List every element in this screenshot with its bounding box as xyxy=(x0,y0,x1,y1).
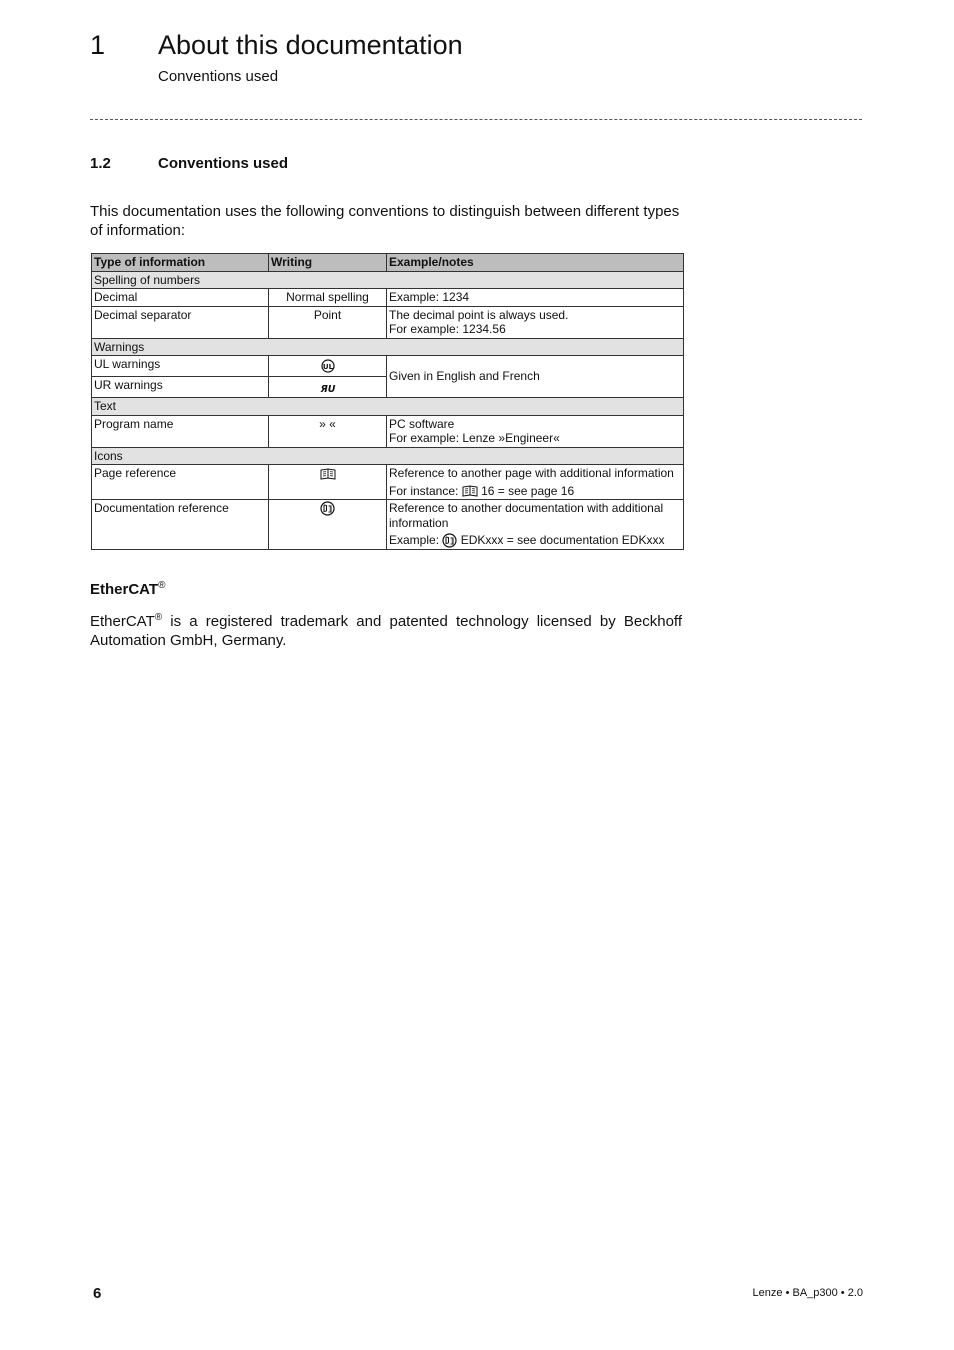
group-label: Text xyxy=(92,398,684,416)
row-writing xyxy=(269,356,387,377)
note-line: Example: EDKxxx = see documentation EDKxxx xyxy=(389,533,665,547)
row-type: Decimal xyxy=(92,289,269,307)
table-header-row xyxy=(92,254,684,272)
row-note xyxy=(387,306,684,338)
group-label: Spelling of numbers xyxy=(92,271,684,289)
group-row-text xyxy=(92,398,684,416)
header-divider xyxy=(90,119,862,120)
row-type: UL warnings xyxy=(92,356,269,377)
table-row xyxy=(92,500,684,550)
registered-mark: ® xyxy=(154,612,163,623)
note-line: The decimal point is always used. xyxy=(389,307,569,322)
group-row-icons xyxy=(92,447,684,465)
ur-recognized-icon xyxy=(320,382,336,394)
ul-listed-icon xyxy=(321,359,335,373)
conventions-table xyxy=(91,253,684,550)
row-writing: » « xyxy=(269,415,387,447)
row-writing xyxy=(269,500,387,550)
group-label: Icons xyxy=(92,447,684,465)
table-row xyxy=(92,465,684,500)
footer-doc-info: Lenze • BA_p300 • 2.0 xyxy=(752,1287,863,1299)
note-line: PC software xyxy=(389,416,455,431)
registered-mark: ® xyxy=(158,580,166,591)
note-line: Reference to another documentation with additional information xyxy=(389,501,664,530)
row-note xyxy=(387,415,684,447)
documentation-icon xyxy=(320,501,335,516)
documentation-icon xyxy=(442,533,457,548)
row-type: Decimal separator xyxy=(92,306,269,338)
chapter-number: 1 xyxy=(90,30,106,60)
page-number: 6 xyxy=(93,1285,102,1302)
group-row-warnings xyxy=(92,338,684,356)
table-row xyxy=(92,356,684,377)
row-note xyxy=(387,500,684,550)
note-line: For example: Lenze »Engineer« xyxy=(389,431,560,445)
chapter-subtitle: Conventions used xyxy=(158,68,279,85)
group-row-numbers xyxy=(92,271,684,289)
row-writing xyxy=(269,465,387,500)
note-line: Reference to another page with additional information xyxy=(389,466,674,480)
row-type: Documentation reference xyxy=(92,500,269,550)
row-note: Given in English and French xyxy=(387,356,684,398)
row-type: Page reference xyxy=(92,465,269,500)
row-note: Example: 1234 xyxy=(387,289,684,307)
group-label: Warnings xyxy=(92,338,684,356)
row-writing: Point xyxy=(269,306,387,338)
section-title: Conventions used xyxy=(158,155,289,172)
note-line: For instance: 16 = see page 16 xyxy=(389,483,575,498)
row-note xyxy=(387,465,684,500)
row-type: UR warnings xyxy=(92,377,269,398)
table-row xyxy=(92,306,684,338)
table-row xyxy=(92,415,684,447)
table-row xyxy=(92,289,684,307)
header-writing: Writing xyxy=(269,254,387,272)
note-line: For example: 1234.56 xyxy=(389,322,506,336)
header-type: Type of information xyxy=(92,254,269,272)
book-icon xyxy=(320,468,336,480)
row-type: Program name xyxy=(92,415,269,447)
row-writing xyxy=(269,377,387,398)
chapter-title: About this documentation xyxy=(158,30,463,60)
row-writing: Normal spelling xyxy=(269,289,387,307)
book-icon xyxy=(462,485,478,497)
svg-text:UL: UL xyxy=(322,363,333,372)
ethercat-heading: EtherCAT® xyxy=(90,580,166,598)
header-example: Example/notes xyxy=(387,254,684,272)
ethercat-text: EtherCAT® is a registered trademark and patented technology licensed by Beckhoff Automation GmbH, Germany. xyxy=(90,612,682,649)
section-number: 1.2 xyxy=(90,155,111,172)
svg-text:ЯU: ЯU xyxy=(319,383,336,394)
section-intro: This documentation uses the following conventions to distinguish between different types of information: xyxy=(90,203,680,239)
